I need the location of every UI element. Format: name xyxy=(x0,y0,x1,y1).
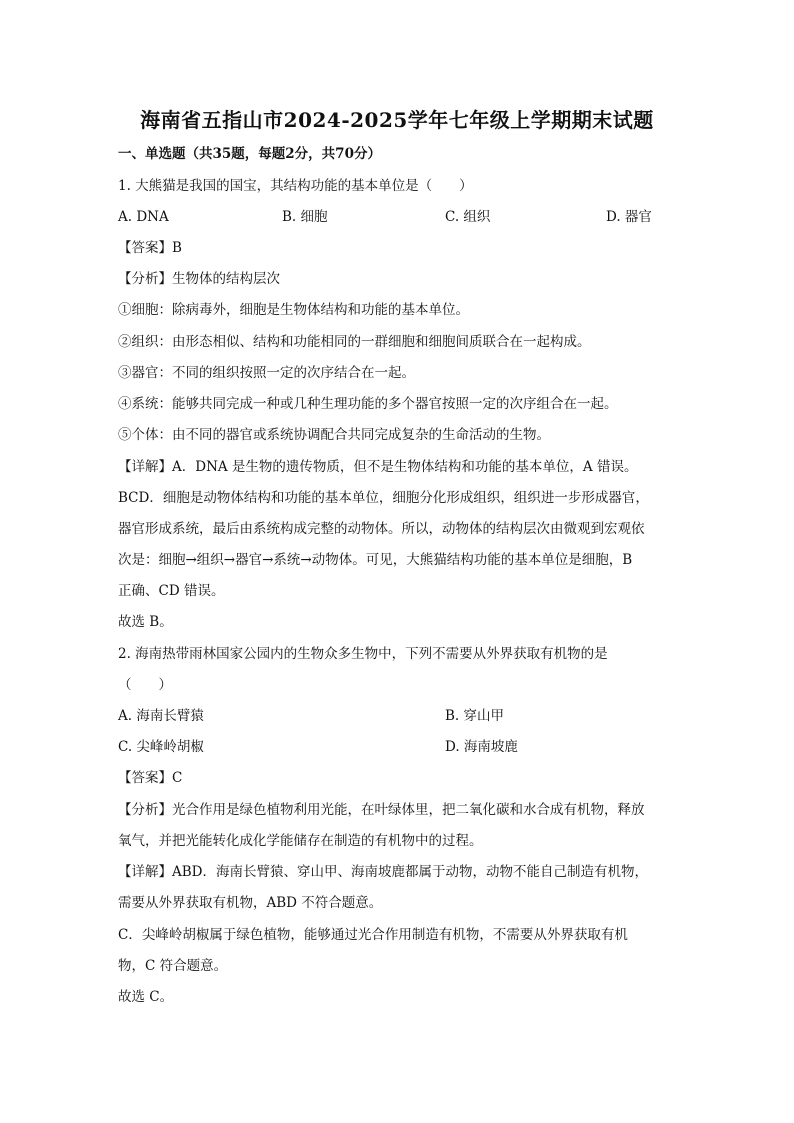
q2-answer: 【答案】C xyxy=(118,770,183,786)
q1-answer: 【答案】B xyxy=(118,240,182,256)
q1-analysis-item: ⑤个体：由不同的器官或系统协调配合共同完成复杂的生命活动的生物。 xyxy=(118,427,550,443)
q2-conclusion: 故选 C。 xyxy=(118,989,174,1005)
q1-analysis-item: ③器官：不同的组织按照一定的次序结合在一起。 xyxy=(118,365,415,381)
q1-conclusion: 故选 B。 xyxy=(118,614,173,630)
q1-detail-line: BCD．细胞是动物体结构和功能的基本单位，细胞分化形成组织，组织进一步形成器官， xyxy=(118,490,649,506)
q1-detail-line: 正确、CD 错误。 xyxy=(118,583,225,599)
q1-detail-line: 【详解】A．DNA 是生物的遗传物质，但不是生物体结构和功能的基本单位，A 错误。 xyxy=(118,459,638,475)
page-title: 海南省五指山市2024-2025学年七年级上学期期末试题 xyxy=(140,108,654,132)
q2-stem: 2. 海南热带雨林国家公园内的生物众多生物中，下列不需要从外界获取有机物的是 xyxy=(118,646,608,662)
q2-option-c: C. 尖峰岭胡椒 xyxy=(118,739,204,755)
q1-option-b: B. 细胞 xyxy=(282,209,328,225)
q1-stem: 1. 大熊猫是我国的国宝，其结构功能的基本单位是（ ） xyxy=(118,178,473,194)
q1-analysis-heading: 【分析】生物体的结构层次 xyxy=(118,271,280,287)
q2-option-a: A. 海南长臂猿 xyxy=(118,708,204,724)
q2-detail-line: 【详解】ABD．海南长臂猿、穿山甲、海南坡鹿都属于动物，动物不能自己制造有机物， xyxy=(118,864,648,880)
q2-detail-line: 需要从外界获取有机物，ABD 不符合题意。 xyxy=(118,895,383,911)
q2-detail-line: 物，C 符合题意。 xyxy=(118,958,228,974)
q1-detail-line: 器官形成系统，最后由系统构成完整的动物体。所以，动物体的结构层次由微观到宏观依 xyxy=(118,521,645,537)
q2-stem-blank: （ ） xyxy=(118,677,172,693)
q1-detail-line: 次是：细胞→组织→器官→系统→动物体。可见，大熊猫结构功能的基本单位是细胞，B xyxy=(118,552,633,568)
q2-detail-line: C．尖峰岭胡椒属于绿色植物，能够通过光合作用制造有机物，不需要从外界获取有机 xyxy=(118,927,628,943)
q2-option-d: D. 海南坡鹿 xyxy=(445,739,518,755)
q1-analysis-item: ②组织：由形态相似、结构和功能相同的一群细胞和细胞间质联合在一起构成。 xyxy=(118,334,591,350)
q2-analysis-line: 【分析】光合作用是绿色植物利用光能，在叶绿体里，把二氧化碳和水合成有机物，释放 xyxy=(118,802,645,818)
q2-option-b: B. 穿山甲 xyxy=(445,708,505,724)
q2-analysis-line: 氧气，并把光能转化成化学能储存在制造的有机物中的过程。 xyxy=(118,833,483,849)
q1-option-a: A. DNA xyxy=(118,209,169,225)
q1-option-c: C. 组织 xyxy=(445,209,491,225)
section-heading: 一、单选题（共35题，每题2分，共70分） xyxy=(118,146,381,162)
q1-analysis-item: ①细胞：除病毒外，细胞是生物体结构和功能的基本单位。 xyxy=(118,302,469,318)
q1-option-d: D. 器官 xyxy=(606,209,652,225)
q1-analysis-item: ④系统：能够共同完成一种或几种生理功能的多个器官按照一定的次序组合在一起。 xyxy=(118,396,618,412)
